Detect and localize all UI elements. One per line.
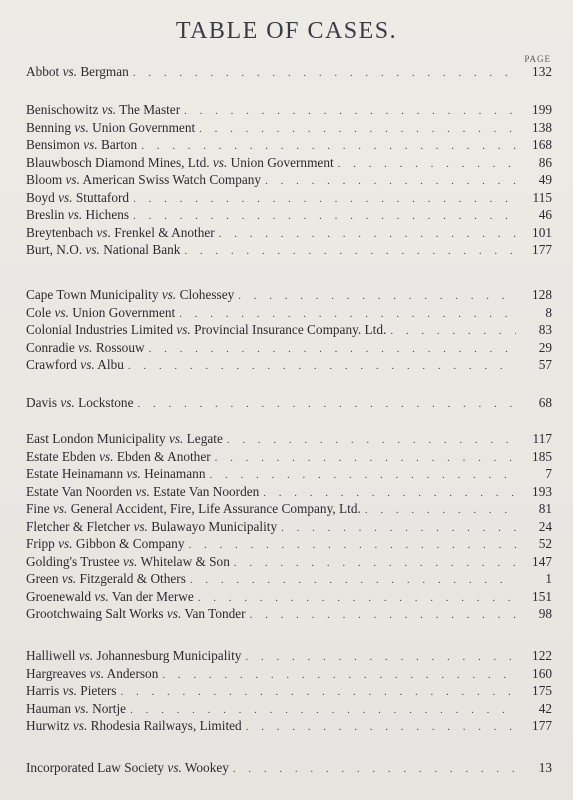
versus-label: vs.	[60, 395, 75, 410]
party-two: Whitelaw & Son	[140, 553, 230, 569]
case-name	[26, 101, 184, 119]
case-group-h	[26, 647, 552, 735]
party-two: Hichens	[85, 207, 130, 222]
party-one: Breslin	[26, 207, 65, 222]
party-one: Hargreaves	[26, 665, 87, 681]
page-column-label: PAGE	[524, 54, 551, 64]
party-two: Gibbon & Company	[75, 536, 185, 551]
case-entry	[26, 483, 552, 501]
page-number: 185	[532, 448, 552, 464]
case-name	[26, 465, 209, 483]
dot-leader	[246, 719, 516, 737]
case-entry	[26, 448, 552, 466]
versus-label: vs.	[135, 483, 150, 499]
party-two: Lockstone	[78, 395, 134, 410]
party-one: Bloom	[26, 172, 63, 187]
party-one: East London Municipality	[26, 431, 166, 446]
party-two: The Master	[119, 102, 181, 117]
case-name	[26, 321, 390, 339]
party-two: Van Tonder	[184, 606, 246, 621]
case-name	[26, 647, 245, 665]
versus-label: vs.	[85, 242, 100, 257]
party-two: National Bank	[103, 242, 181, 257]
party-one: Colonial Industries Limited	[26, 322, 173, 337]
versus-label: vs.	[58, 536, 73, 551]
versus-label: vs.	[212, 154, 228, 170]
party-one: Burt, N.O.	[26, 242, 83, 257]
case-entry	[26, 394, 552, 412]
page-number: 7	[545, 466, 552, 481]
case-name	[26, 206, 133, 224]
party-one: Estate Ebden	[26, 448, 96, 464]
party-one: Davis	[26, 395, 58, 410]
party-two: Union Government	[92, 119, 196, 135]
case-name	[26, 535, 188, 553]
case-name	[26, 682, 121, 700]
case-group-d	[26, 394, 552, 412]
party-two: Legate	[186, 431, 223, 446]
party-two: Johannesburg Municipality	[96, 648, 242, 663]
case-name	[26, 394, 137, 412]
case-entry	[26, 647, 552, 665]
party-one: Grootchwaing Salt Works	[26, 606, 164, 621]
page-number: 147	[532, 553, 552, 569]
case-entry	[26, 356, 552, 374]
case-name	[26, 356, 128, 374]
case-entry	[26, 665, 552, 683]
case-name	[26, 430, 227, 448]
party-two: Ebden & Another	[116, 448, 211, 464]
party-two: Van der Merwe	[111, 588, 194, 604]
versus-label: vs.	[78, 339, 93, 355]
party-one: Abbot	[26, 64, 60, 79]
case-entry	[26, 759, 552, 777]
party-two: Estate Van Noorden	[153, 483, 260, 499]
party-two: Stuttaford	[75, 189, 130, 205]
case-entry	[26, 500, 552, 518]
party-one: Crawford	[26, 357, 77, 372]
versus-label: vs.	[101, 102, 117, 117]
versus-label: vs.	[62, 64, 77, 79]
page-number: 132	[532, 64, 552, 79]
versus-label: vs.	[83, 137, 98, 152]
case-name	[26, 224, 219, 242]
case-entry	[26, 700, 552, 718]
case-name	[26, 339, 149, 357]
case-entry	[26, 171, 552, 189]
party-one: Boyd	[26, 189, 55, 205]
page-number: 57	[538, 357, 552, 372]
dot-leader	[133, 65, 516, 83]
page-number: 193	[532, 483, 552, 499]
party-one: Hurwitz	[26, 718, 70, 733]
case-entry	[26, 535, 552, 553]
case-name	[26, 759, 233, 777]
party-two: American Swiss Watch Company	[82, 172, 262, 187]
page-number: 42	[538, 700, 552, 716]
case-entry	[26, 154, 552, 172]
party-one: Breytenbach	[26, 224, 94, 240]
case-name	[26, 63, 133, 81]
versus-label: vs.	[168, 431, 184, 446]
case-name	[26, 605, 250, 623]
party-two: Barton	[101, 137, 138, 152]
case-name	[26, 171, 265, 189]
page-number: 138	[532, 119, 552, 135]
party-one: Fripp	[26, 536, 55, 551]
versus-label: vs.	[161, 287, 177, 302]
versus-label: vs.	[126, 466, 141, 481]
page-number: 8	[545, 304, 552, 320]
party-one: Golding's Trustee	[26, 553, 120, 569]
page-number: 49	[538, 172, 552, 187]
case-entry	[26, 682, 552, 700]
case-entry	[26, 63, 552, 81]
versus-label: vs.	[74, 700, 89, 716]
dot-leader	[128, 358, 516, 376]
party-two: General Accident, Fire, Life Assurance Company, Ltd.	[70, 501, 361, 516]
party-one: Blauwbosch Diamond Mines, Ltd.	[26, 154, 210, 170]
party-one: Harris	[26, 683, 60, 698]
party-one: Estate Heinamann	[26, 466, 124, 481]
dot-leader	[233, 761, 516, 779]
party-two: Rhodesia Railways, Limited	[90, 718, 242, 733]
versus-label: vs.	[52, 501, 68, 516]
party-one: Fletcher & Fletcher	[26, 518, 131, 534]
party-two: Bergman	[80, 64, 129, 79]
party-one: Cole	[26, 304, 52, 320]
case-name	[26, 483, 263, 501]
case-name	[26, 665, 162, 683]
case-entry	[26, 339, 552, 357]
party-two: Rossouw	[95, 339, 145, 355]
page-number: 117	[532, 431, 552, 446]
case-group-c	[26, 286, 552, 374]
case-name	[26, 448, 215, 466]
party-two: Albu	[97, 357, 124, 372]
party-one: Fine	[26, 501, 50, 516]
case-entry	[26, 605, 552, 623]
case-entry	[26, 518, 552, 536]
party-two: Wookey	[184, 760, 229, 775]
page-number: 46	[538, 207, 552, 222]
case-name	[26, 119, 199, 137]
versus-label: vs.	[167, 760, 182, 775]
page-number: 101	[532, 224, 552, 240]
versus-label: vs.	[94, 588, 109, 604]
page-number: 1	[545, 571, 552, 586]
party-one: Halliwell	[26, 648, 76, 663]
page-number: 24	[538, 518, 552, 534]
party-two: Clohessey	[179, 287, 235, 302]
case-entry	[26, 717, 552, 735]
case-name	[26, 136, 141, 154]
case-entry	[26, 430, 552, 448]
party-one: Groenewald	[26, 588, 91, 604]
versus-label: vs.	[99, 448, 114, 464]
page-number: 115	[532, 189, 552, 205]
versus-label: vs.	[72, 718, 88, 733]
party-two: Frenkel & Another	[114, 224, 215, 240]
case-name	[26, 500, 365, 518]
case-entry	[26, 101, 552, 119]
case-entry	[26, 189, 552, 207]
case-name	[26, 518, 281, 536]
dot-leader	[250, 607, 516, 625]
case-entry	[26, 206, 552, 224]
page-number: 168	[532, 137, 552, 152]
party-one: Incorporated Law Society	[26, 760, 165, 775]
page-number: 13	[538, 760, 552, 775]
dot-leader	[184, 243, 516, 261]
page-number: 81	[538, 501, 552, 516]
versus-label: vs.	[78, 648, 94, 663]
case-entry	[26, 553, 552, 571]
versus-label: vs.	[67, 207, 83, 222]
dot-leader	[137, 396, 516, 414]
case-group-a	[26, 63, 552, 81]
page-title: TABLE OF CASES.	[175, 18, 398, 44]
case-group-b	[26, 101, 552, 259]
party-one: Benning	[26, 119, 72, 135]
page-number: 175	[532, 683, 552, 698]
case-entry	[26, 588, 552, 606]
case-entry	[26, 241, 552, 259]
party-one: Cape Town Municipality	[26, 287, 159, 302]
case-entry	[26, 224, 552, 242]
case-name	[26, 154, 338, 172]
case-group-e-g	[26, 430, 552, 623]
party-two: Union Government	[230, 154, 334, 170]
case-entry	[26, 119, 552, 137]
versus-label: vs.	[166, 606, 182, 621]
versus-label: vs.	[65, 172, 80, 187]
page-number: 177	[532, 718, 552, 733]
party-one: Estate Van Noorden	[26, 483, 133, 499]
party-two: Nortje	[92, 700, 127, 716]
versus-label: vs.	[122, 553, 138, 569]
case-entry	[26, 286, 552, 304]
versus-label: vs.	[74, 119, 89, 135]
page-number: 86	[538, 154, 552, 170]
case-name	[26, 189, 133, 207]
versus-label: vs.	[80, 357, 95, 372]
page-number: 199	[532, 102, 552, 117]
party-two: Bulawayo Municipality	[151, 518, 278, 534]
party-two: Union Government	[72, 304, 176, 320]
case-name	[26, 304, 179, 322]
versus-label: vs.	[58, 189, 73, 205]
case-entry	[26, 465, 552, 483]
versus-label: vs.	[96, 224, 111, 240]
versus-label: vs.	[61, 571, 77, 586]
party-two: Fitzgerald & Others	[79, 571, 186, 586]
party-two: Provincial Insurance Company. Ltd.	[194, 322, 387, 337]
versus-label: vs.	[176, 322, 191, 337]
page-number: 122	[532, 648, 552, 663]
party-one: Conradie	[26, 339, 75, 355]
case-name	[26, 241, 184, 259]
party-one: Bensimon	[26, 137, 80, 152]
page-number: 52	[538, 536, 552, 551]
page-number: 68	[538, 395, 552, 410]
case-name	[26, 588, 198, 606]
page-number: 177	[532, 242, 552, 257]
page-number: 151	[532, 588, 552, 604]
party-two: Heinamann	[144, 466, 206, 481]
versus-label: vs.	[89, 665, 105, 681]
case-name	[26, 717, 246, 735]
case-name	[26, 570, 190, 588]
page-number: 128	[532, 287, 552, 302]
page-number: 160	[532, 665, 552, 681]
party-one: Hauman	[26, 700, 72, 716]
party-one: Benischowitz	[26, 102, 99, 117]
case-entry	[26, 321, 552, 339]
page-number: 29	[538, 339, 552, 355]
party-two: Anderson	[106, 665, 159, 681]
case-entry	[26, 136, 552, 154]
case-name	[26, 553, 234, 571]
case-entry	[26, 304, 552, 322]
party-one: Green	[26, 571, 59, 586]
page-number: 98	[538, 606, 552, 621]
versus-label: vs.	[62, 683, 77, 698]
versus-label: vs.	[133, 518, 148, 534]
party-two: Pieters	[80, 683, 117, 698]
versus-label: vs.	[54, 304, 69, 320]
case-entry	[26, 570, 552, 588]
page-number: 83	[538, 322, 552, 337]
case-name	[26, 700, 130, 718]
case-name	[26, 286, 238, 304]
case-group-i	[26, 759, 552, 777]
